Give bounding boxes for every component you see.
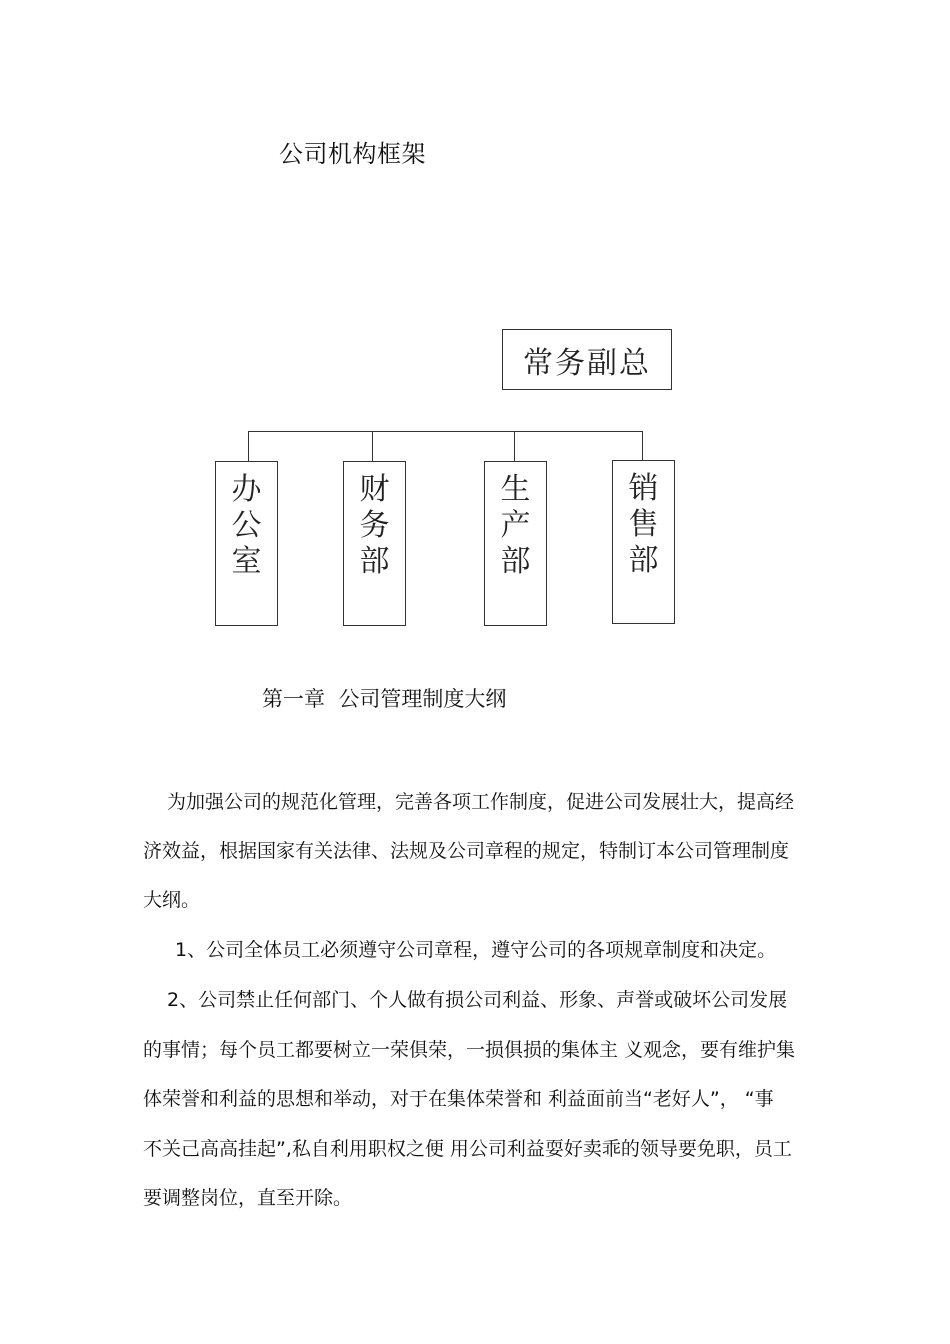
org-box-sales — [612, 460, 675, 624]
org-box-deputy-gm: 常务副总 — [502, 329, 672, 390]
text-line: 1、公司全体员工必须遵守公司章程，遵守公司的各项规章制度和决定。 — [175, 939, 777, 961]
text-line: 的事情；每个员工都要树立一荣俱荣，一损俱损的集体主 义观念，要有维护集 — [143, 1039, 796, 1061]
text-line: 不关己高高挂起”,私自利用职权之便 用公司利益耍好卖乖的领导要免职，员工 — [143, 1138, 792, 1160]
dept-char: 公 — [231, 508, 262, 543]
dept-char: 部 — [359, 544, 390, 579]
dept-char: 销 — [628, 471, 659, 506]
dept-char: 财 — [359, 472, 390, 507]
dept-char: 办 — [231, 472, 262, 507]
dept-char: 务 — [359, 508, 390, 543]
text-line: 2、公司禁止任何部门、个人做有损公司利益、形象、声誉或破坏公司发展 — [167, 989, 788, 1011]
org-box-office — [215, 461, 278, 626]
dept-char: 产 — [500, 508, 531, 543]
dept-char: 部 — [628, 543, 659, 578]
dept-char: 部 — [500, 544, 531, 579]
page-title: 公司机构框架 — [279, 140, 426, 168]
text-line: 体荣誉和利益的思想和举动，对于在集体荣誉和 利益面前当“老好人”， “事 — [143, 1088, 774, 1110]
org-box-production — [484, 461, 547, 626]
text-line: 济效益，根据国家有关法律、法规及公司章程的规定，特制订本公司管理制度 — [143, 840, 790, 862]
dept-char: 生 — [500, 472, 531, 507]
connector-horizontal — [248, 431, 643, 432]
dept-char: 售 — [628, 507, 659, 542]
connector-drop-4 — [642, 431, 643, 461]
connector-drop-1 — [248, 431, 249, 462]
org-box-finance — [343, 461, 406, 626]
connector-drop-2 — [372, 431, 373, 462]
text-line: 大纲。 — [143, 889, 201, 911]
dept-char: 室 — [231, 544, 262, 579]
text-line: 为加强公司的规范化管理，完善各项工作制度，促进公司发展壮大，提高经 — [167, 791, 795, 813]
connector-drop-3 — [514, 431, 515, 462]
chapter-title: 第一章 公司管理制度大纲 — [262, 687, 507, 711]
text-line: 要调整岗位，直至开除。 — [143, 1187, 353, 1209]
